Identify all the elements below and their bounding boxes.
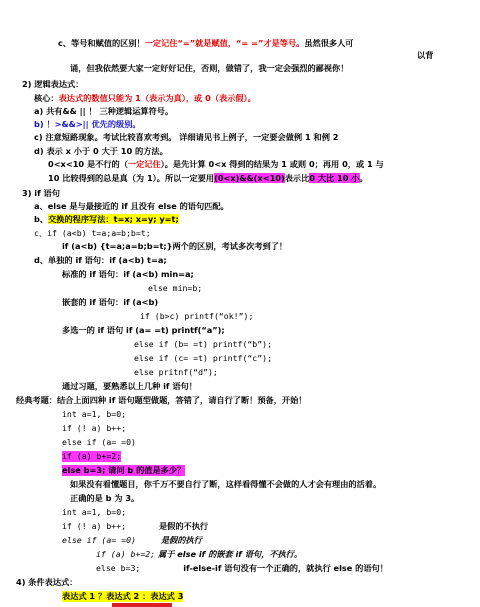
line-core: 核心：表达式的数值只能为 1（表示为真），或 0（表示假）。 [34,93,256,103]
line-practice: 通过习题，要熟悉以上几种 if 语句！ [62,381,197,391]
line-range-method: d) 表示 x 小于 0 大于 10 的方法。 [34,146,168,156]
heading-conditional: 4) 条件表达式： [16,577,78,587]
line-standard-if: 标准的 if 语句：if (a<b) min=a; [62,269,194,279]
code-a-elseif: else if (a= =0) 是假的执行 [62,535,202,545]
line-answer: 正确的是 b 为 3。 [70,493,140,503]
code-if-1: c、if (a<b) t=a;a=b;b=t; [34,228,151,238]
line-multi-if: 多选一的 if 语句 if (a= =t) printf(“a”); [62,325,225,335]
code-if-2: if (a<b) {t=a;a=b;b=t;}两个的区别，考试多次考到了！ [62,241,288,251]
code-q-else: else b=3; 请问 b 的值是多少？ [62,465,186,475]
line-remember: 诵，但我依然要大家一定好好记住，否则，做错了，我一定会强烈的鄙视你！ [70,63,349,73]
line-swap: b、交换的程序写法：t=x; x=y; y=t; [34,214,179,224]
heading-if: 3) if 语句 [22,188,60,198]
code-a-if: if (! a) b++; 是假的不执行 [62,521,209,531]
heading-logic-expr: 2) 逻辑表达式： [22,79,84,89]
line-range-explain: 0<x<10 是不行的（一定记住）。是先计算 0<x 得到的结果为 1 或则 0；再用 0，或 1 与 [48,159,384,169]
line-operators: a) 共有&& || ！ 三种逻辑运算符号。 [34,106,174,116]
code-elseif-c: else if (c= =t) printf(“c”); [134,353,273,363]
line-single-if: d、单独的 if 语句：if (a<b) t=a; [34,255,167,265]
code-nested-printf: if (b>c) printf(“ok!”); [140,311,254,321]
line-range-correct: 10 比较得到的总是真（为 1）。所以一定要用(0<x)&&(x<10)表示比0 大比 10 小。 [48,173,368,183]
line-assign-vs-equal: c、等号和赋值的区别！一定记住“=”就是赋值，“= =”才是等号。虽然很多人可 [58,38,354,48]
cut-off-red-text [112,603,172,607]
code-elseif-b: else if (b= =t) printf(“b”); [134,339,273,349]
code-else-min: else min=b; [148,283,203,293]
line-else-match: a、else 是与最接近的 if 且没有 else 的语句匹配。 [34,201,229,211]
code-q-int: int a=1, b=0; [62,409,127,419]
line-ternary: 表达式 1 ？表达式 2 ：表达式 3 [62,591,184,601]
line-short-circuit: c) 注意短路现象。考试比较喜欢考到。 详细请见书上例子，一定要会做例 1 和例 2 [34,132,339,142]
line-not-understand: 如果没有看懂题目，你千万不要自行了断，这样看得懂不会做的人才会有理由的活着。 [70,479,382,489]
line-nested-if: 嵌套的 if 语句：if (a<b) [62,297,159,307]
code-q-if: if (! a) b++; [62,423,127,433]
code-a-ifa: if (a) b+=2; 属于 else if 的嵌套 if 语句，不执行。 [96,549,303,559]
code-else-d: else pritnf(“d”); [134,367,218,377]
code-q-elseif: else if (a= =0) [62,437,136,447]
line-precedence: b) ！>&&>|| 优先的级别。 [34,119,141,129]
code-q-ifa: if (a) b+=2; [62,451,122,461]
line-classic-question: 经典考题：结合上面四种 if 语句题型做题，答错了，请自行了断！预备，开始！ [16,395,307,405]
code-a-else: else b=3; if-else-if 语句没有一个正确的，就执行 else 的语句！ [96,563,388,573]
code-a-int: int a=1, b=0; [62,507,127,517]
line-continued: 以背 [417,50,434,60]
